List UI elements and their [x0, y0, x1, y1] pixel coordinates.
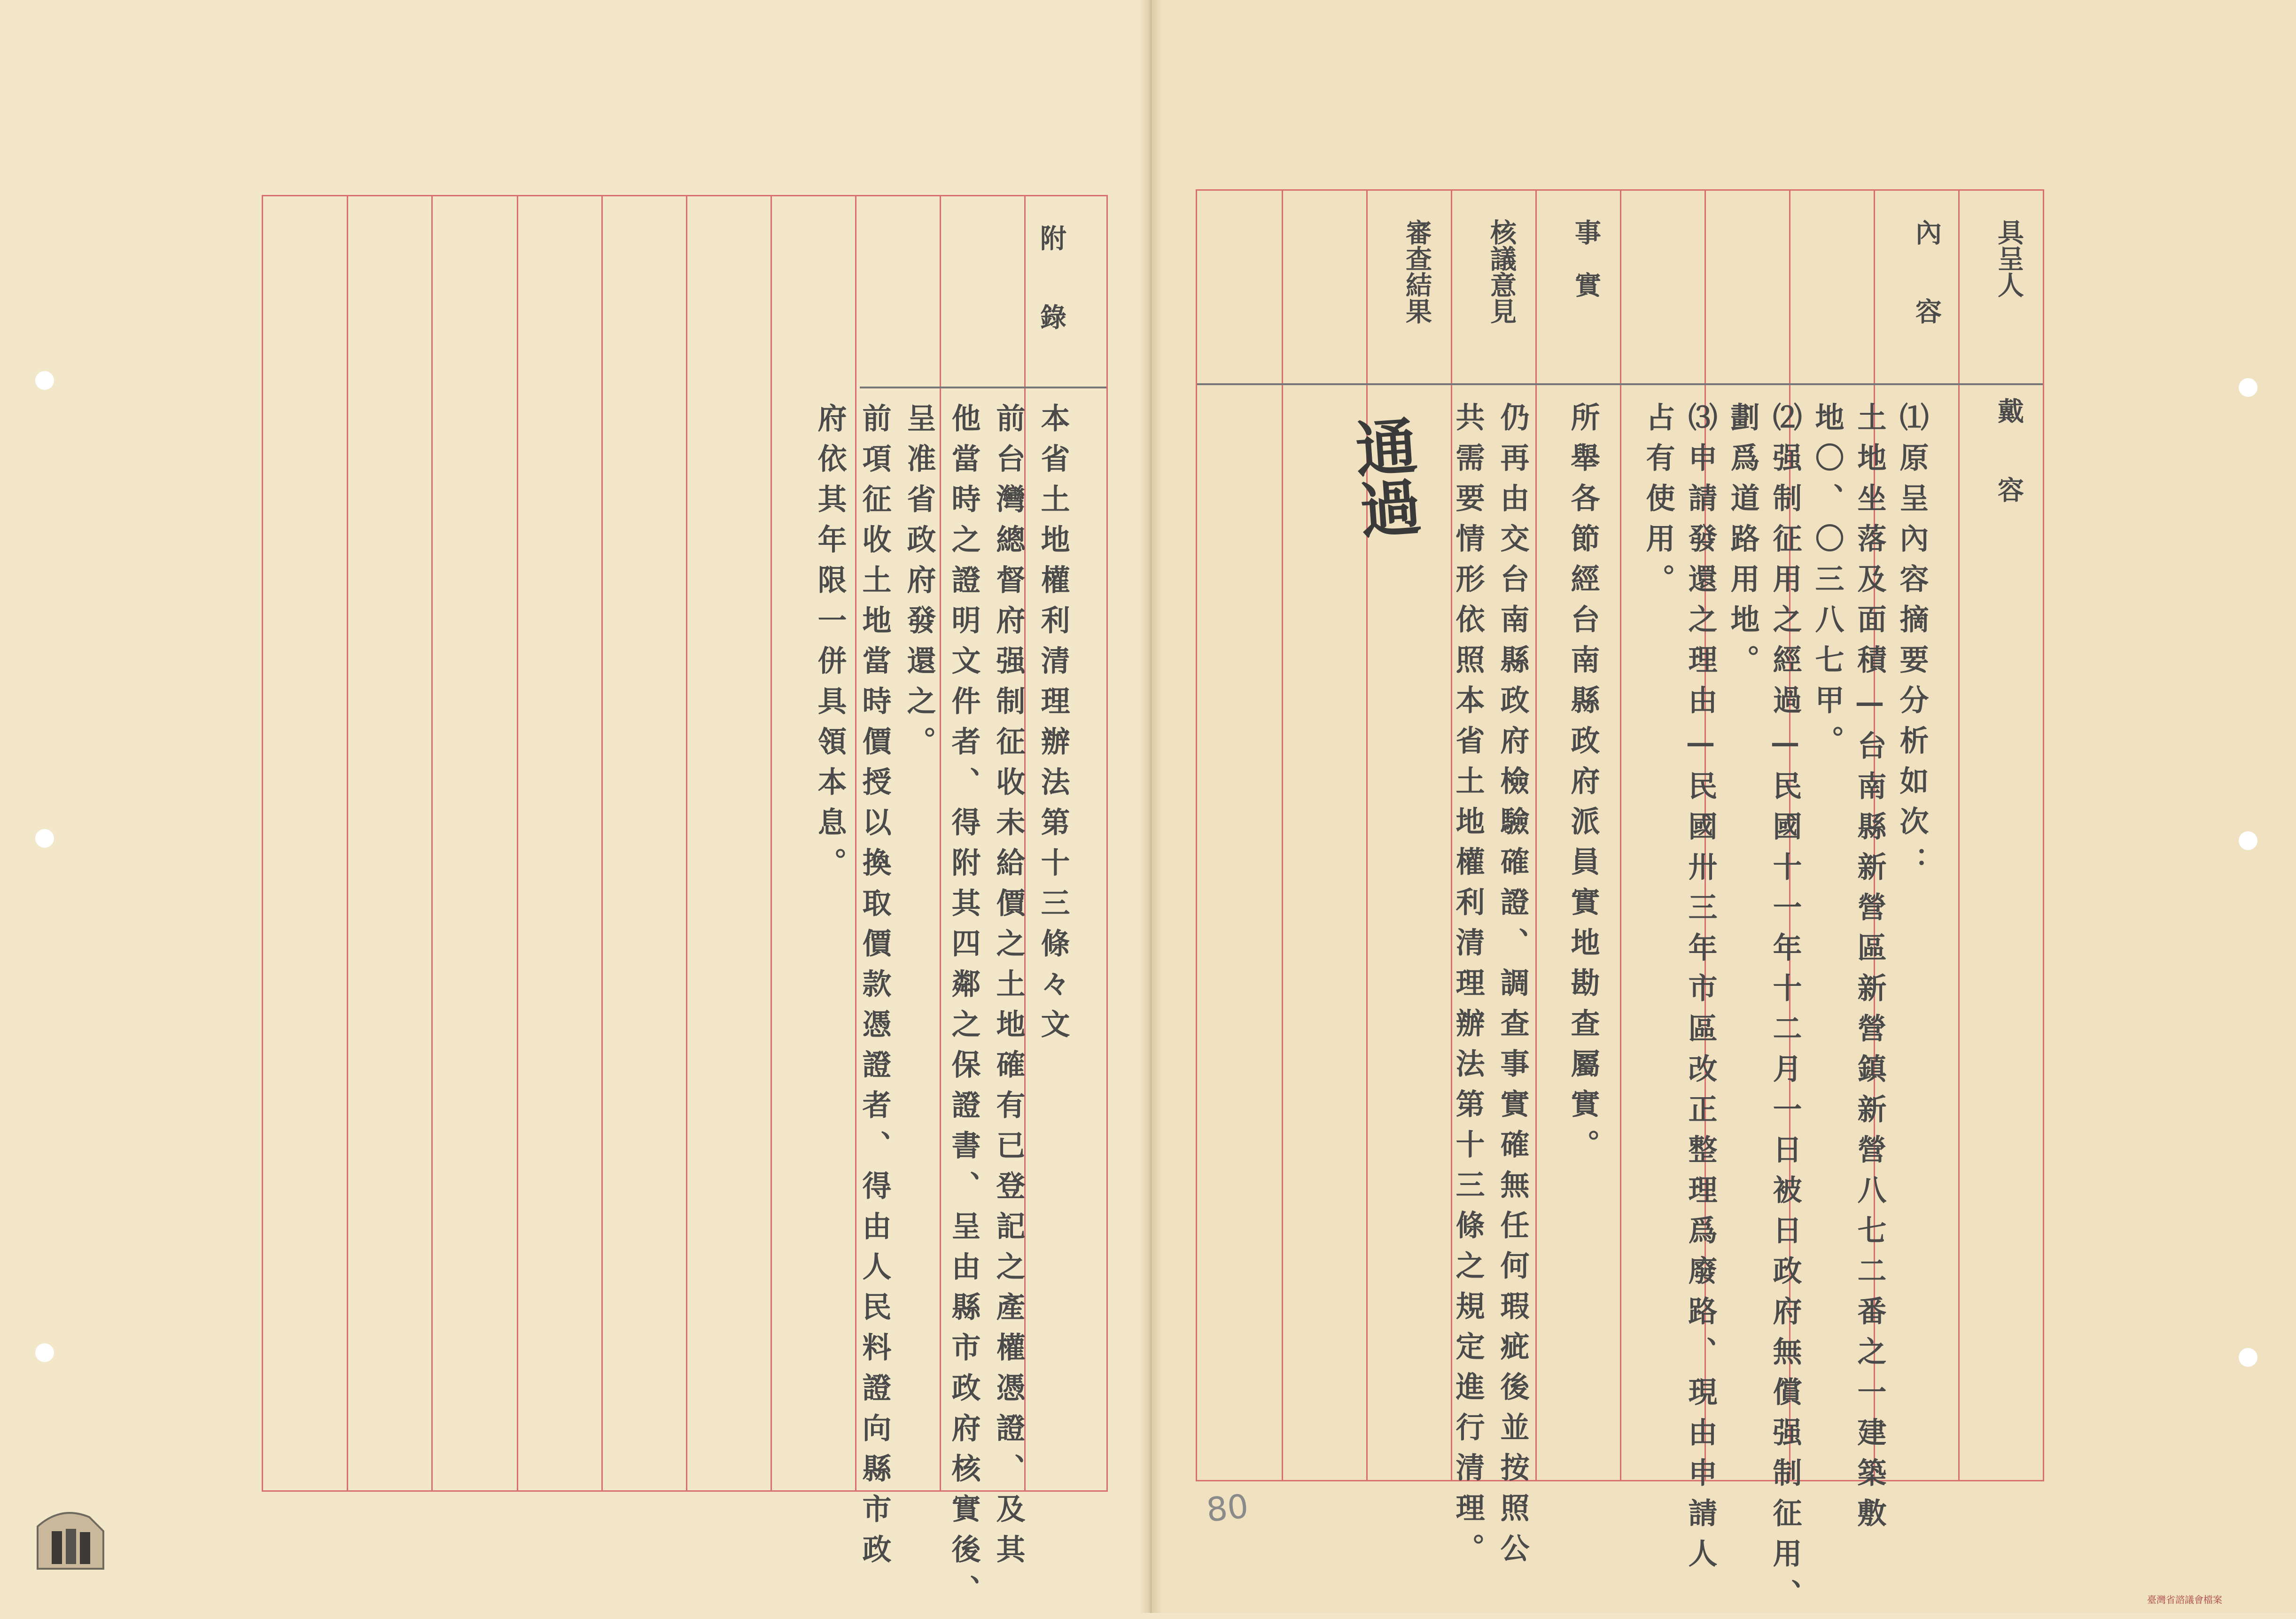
column-rule — [940, 196, 941, 1490]
content-line: 劃爲道路用地。 — [1726, 402, 1760, 685]
header-divider — [860, 387, 1106, 388]
opinion-line: 仍再由交台南縣政府檢驗確證、調查事實確無任何瑕疵後並按照公 — [1495, 402, 1530, 1573]
appendix-line: 本省土地權利清理辦法第十三條々文 — [1036, 403, 1070, 1049]
punch-hole — [35, 371, 54, 390]
column-rule — [601, 196, 603, 1490]
appendix-line: 呈准省政府發還之。 — [902, 403, 936, 767]
opinion-line: 共需要情形依照本省土地權利清理辦法第十三條之規定進行清理。 — [1451, 402, 1485, 1573]
appendix-line: 前台灣總督府强制征收未給價之土地確有已登記之產權憑證、及其 — [991, 403, 1026, 1574]
column-rule — [517, 196, 518, 1490]
content-line: ⑴原呈內容摘要分析如次： — [1895, 402, 1929, 887]
facts-line: 所舉各節經台南縣政府派員實地勘查屬實。 — [1566, 402, 1600, 1170]
appendix-line: 前項征收土地當時價授以換取價款憑證者、得由人民料證向縣市政 — [857, 403, 892, 1574]
appendix-line: 府依其年限一併具領本息。 — [813, 403, 847, 888]
punch-hole — [2239, 831, 2257, 850]
appendix-header: 附 錄 — [1036, 225, 1067, 330]
result-header: 審查結果 — [1401, 219, 1432, 324]
content-line: 土地坐落及面積—台南縣新營區新營鎮新營八七二番之一建築敷 — [1852, 402, 1887, 1538]
petitioner-header: 具呈人 — [1993, 219, 2024, 298]
column-rule — [855, 196, 856, 1490]
book-spine — [1139, 0, 1163, 1613]
punch-hole — [2239, 1348, 2257, 1367]
footer-mark: 臺灣省諮議會檔案 — [2147, 1594, 2222, 1605]
content-header: 內 容 — [1911, 219, 1942, 324]
column-rule — [771, 196, 772, 1490]
punch-hole — [35, 829, 54, 848]
content-line: 占有使用。 — [1641, 402, 1675, 604]
page-number: 80 — [1204, 1487, 1251, 1530]
opinion-header: 核議意見 — [1486, 219, 1517, 324]
facts-header: 事 實 — [1571, 219, 1602, 298]
petitioner-name: 戴 容 — [1993, 397, 2024, 503]
punch-hole — [35, 1343, 54, 1362]
column-rule — [686, 196, 687, 1490]
column-rule — [347, 196, 348, 1490]
column-rule — [431, 196, 433, 1490]
punch-hole — [2239, 378, 2257, 397]
appendix-form — [262, 195, 1108, 1615]
header-divider — [1197, 383, 2043, 385]
content-line: 地〇、〇三八七甲。 — [1810, 402, 1845, 766]
appendix-line: 他當時之證明文件者、得附其四鄰之保證書、呈由縣市政府核實後、 — [947, 403, 981, 1615]
approval-stamp: 通過 — [1343, 413, 1424, 541]
content-line: ⑵强制征用之經過—民國十一年十二月一日被日政府無償强制征用、 — [1768, 402, 1802, 1619]
archive-logo-icon — [33, 1503, 108, 1573]
content-line: ⑶申請發還之理由—民國卅三年市區改正整理爲廢路、現由申請人 — [1683, 402, 1718, 1579]
